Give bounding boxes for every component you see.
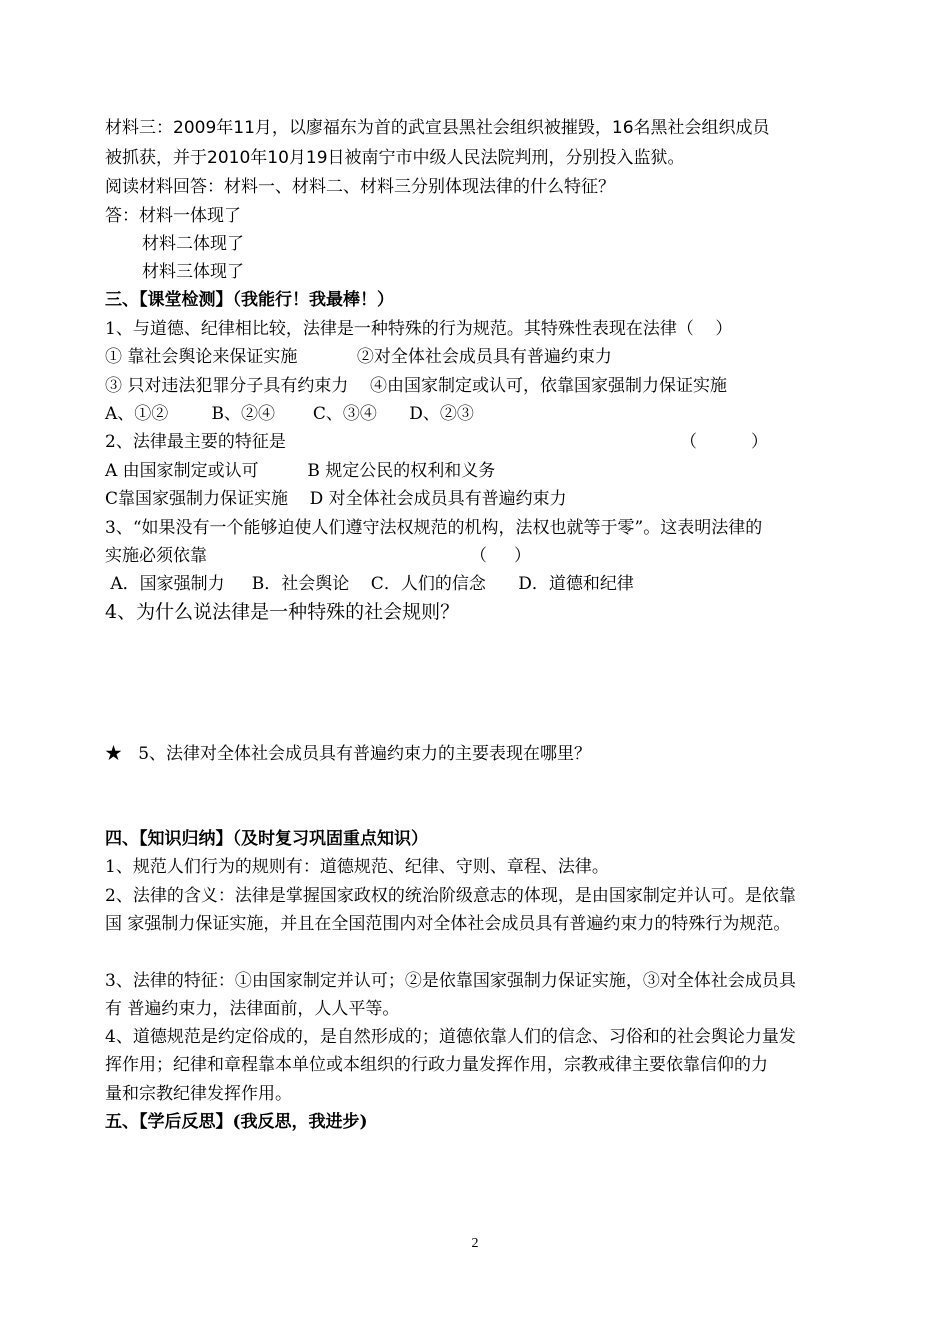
q1-options-row1: ① 靠社会舆论来保证实施 ②对全体社会成员具有普遍约束力: [105, 347, 612, 367]
summary-point1: 1、规范人们行为的规则有：道德规范、纪律、守则、章程、法律。: [105, 857, 609, 877]
section4-heading: 四、【知识归纳】（及时复习巩固重点知识）: [105, 829, 428, 849]
summary-point4-line3: 量和宗教纪律发挥作用。: [105, 1084, 292, 1104]
section5-heading: 五、【学后反思】(我反思，我进步): [105, 1112, 368, 1132]
page-number: 2: [471, 1236, 479, 1251]
q5-stem: ★ 5、法律对全体社会成员具有普遍约束力的主要表现在哪里？: [105, 744, 592, 764]
summary-point2-line1: 2、法律的含义：法律是掌握国家政权的统治阶级意志的体现，是由国家制定并认可。是依靠: [105, 886, 796, 906]
section3-heading: 三、【课堂检测】（我能行！我最棒！）: [105, 290, 394, 310]
q3-stem-line2: 实施必须依靠: [105, 546, 207, 566]
summary-point4-line1: 4、道德规范是约定俗成的，是自然形成的；道德依靠人们的信念、习俗和的社会舆论力量发: [105, 1027, 796, 1047]
q3-stem-line1: 3、“如果没有一个能够迫使人们遵守法权规范的机构，法权也就等于零”。这表明法律的: [105, 518, 763, 538]
material3-line1: 材料三：2009年11月，以廖福东为首的武宣县黑社会组织被摧毁，16名黑社会组织成员: [105, 118, 770, 138]
summary-point4-line2: 挥作用；纪律和章程靠本单位或本组织的行政力量发挥作用，宗教戒律主要依靠信仰的力: [105, 1055, 768, 1075]
q1-choices: A、①② B、②④ C、③④ D、②③: [105, 404, 474, 424]
q1-options-row2: ③ 只对违法犯罪分子具有约束力 ④由国家制定或认可，依靠国家强制力保证实施: [105, 376, 728, 396]
q2-options-row1: A 由国家制定或认可 B 规定公民的权利和义务: [105, 461, 496, 481]
q3-answer-paren: （ ）: [470, 546, 532, 566]
summary-point3-line1: 3、法律的特征：①由国家制定并认可；②是依靠国家强制力保证实施，③对全体社会成员具: [105, 971, 796, 991]
question: 阅读材料回答：材料一、材料二、材料三分别体现法律的什么特征？: [105, 177, 615, 197]
q3-choices: A．国家强制力 B．社会舆论 C．人们的信念 D．道德和纪律: [105, 574, 634, 594]
q2-answer-paren: （ ）: [680, 432, 769, 452]
answer-line2: 材料二体现了: [142, 234, 244, 254]
answer-line3: 材料三体现了: [142, 262, 244, 282]
q2-stem: 2、法律最主要的特征是: [105, 432, 286, 452]
answer-line1: 答：材料一体现了: [105, 206, 241, 226]
q4-stem: 4、为什么说法律是一种特殊的社会规则？: [105, 601, 460, 623]
q1-stem: 1、与道德、纪律相比较，法律是一种特殊的行为规范。其特殊性表现在法律（ ）: [105, 319, 733, 339]
summary-point2-line2: 国 家强制力保证实施，并且在全国范围内对全体社会成员具有普遍约束力的特殊行为规范。: [105, 914, 791, 934]
material3-line2: 被抓获，并于2010年10月19日被南宁市中级人民法院判刑，分别投入监狱。: [105, 148, 685, 168]
q2-options-row2: C靠国家强制力保证实施 D 对全体社会成员具有普遍约束力: [105, 489, 567, 509]
summary-point3-line2: 有 普遍约束力，法律面前，人人平等。: [105, 999, 400, 1019]
